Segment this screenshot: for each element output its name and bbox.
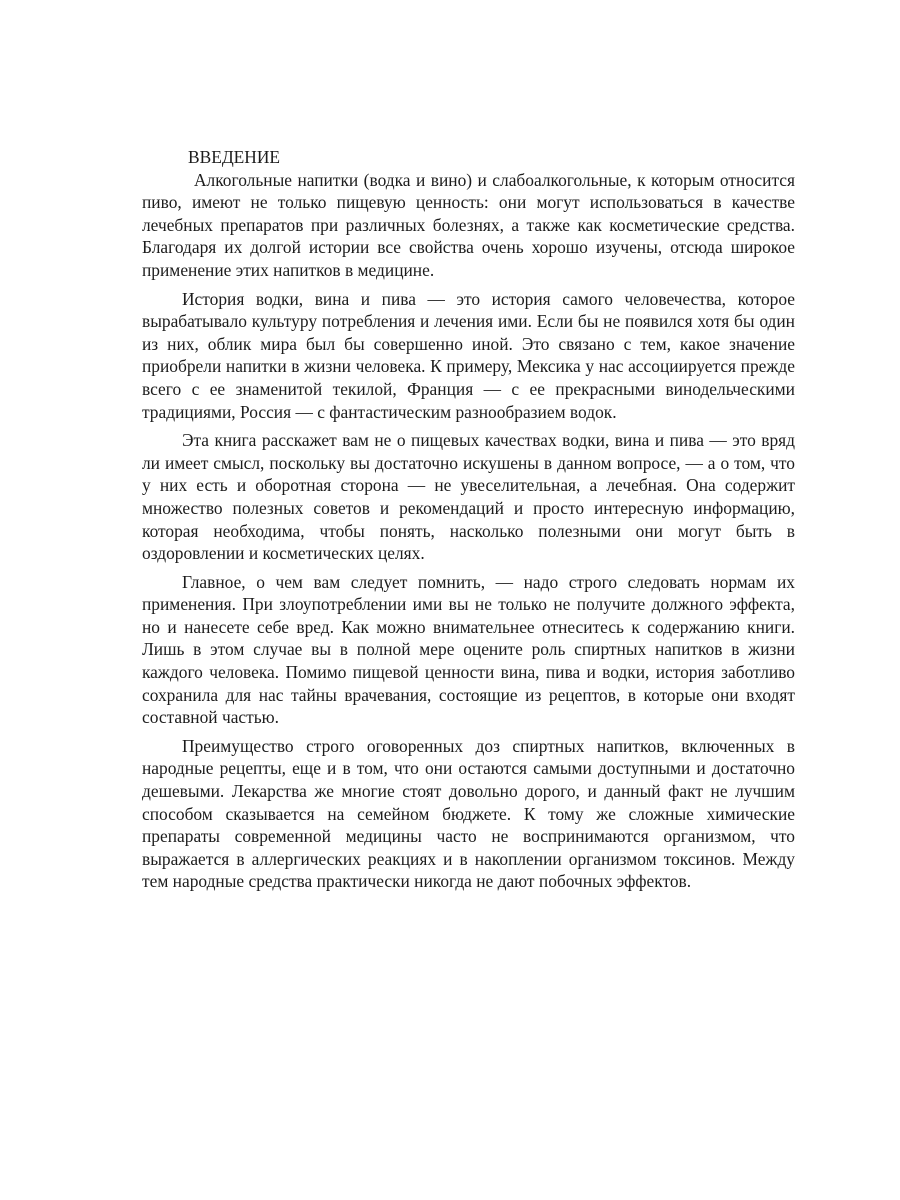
paragraph-3: Эта книга расскажет вам не о пищевых качествах водки, вина и пива — это вряд ли имеет смысл, поскольку вы достаточно искушены в данном вопросе, — а о том, что у них есть и оборотная сторона — не увеселительная, а лечебная. Она содержит множество полезных советов и рекомендаций и просто интересную информацию, которая необходима, чтобы понять, насколько полезными они могут быть в оздоровлении и косметических целях. (142, 430, 795, 564)
section-heading: ВВЕДЕНИЕ (188, 147, 281, 167)
text-block (142, 146, 795, 893)
paragraph-1: Алкогольные напитки (водка и вино) и слабоалкогольные, к которым относится пиво, имеют не только пищевую ценность: они могут использоваться в качестве лечебных препаратов при различных болезнях, а также как косметические средства. Благодаря их долгой истории все свойства очень хорошо изучены, отсюда широкое применение этих напитков в медицине. (142, 169, 795, 280)
paragraph-5: Преимущество строго оговоренных доз спиртных напитков, включенных в народные рецепты, еще и в том, что они остаются самыми доступными и достаточно дешевыми. Лекарства же многие стоят довольно дорого, и данный факт не лучшим способом сказывается на семейном бюджете. К тому же сложные химические препараты современной медицины часто не воспринимаются организмом, что выражается в аллергических реакциях и в накоплении организмом токсинов. Между тем народные средства практически никогда не дают побочных эффектов. (142, 735, 795, 892)
paragraph-2: История водки, вина и пива — это история самого человечества, которое вырабатывало культуру потребления и лечения ими. Если бы не появился хотя бы один из них, облик мира был бы совершенно иной. Это связано с тем, какое значение приобрели напитки в жизни человека. К примеру, Мексика у нас ассоциируется прежде всего с ее знаменитой текилой, Франция — с ее прекрасными винодельческими традициями, Россия — с фантастическим разнообразием водок. (142, 288, 795, 422)
paragraph-4: Главное, о чем вам следует помнить, — надо строго следовать нормам их применения. При злоупотреблении ими вы не только не получите должного эффекта, но и нанесете себе вред. Как можно внимательнее отнеситесь к содержанию книги. Лишь в этом случае вы в полной мере оцените роль спиртных напитков в жизни каждого человека. Помимо пищевой ценности вина, пива и водки, история заботливо сохранила для нас тайны врачевания, состоящие из рецептов, в которые они входят составной частью. (142, 571, 795, 728)
